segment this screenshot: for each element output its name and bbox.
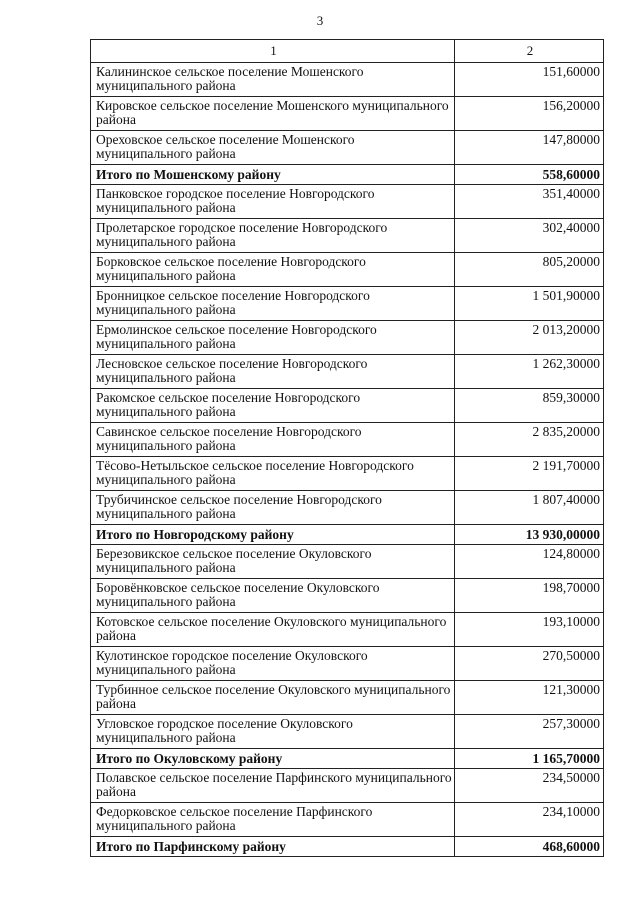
settlement-name: Панковское городское поселение Новгородского муниципального района <box>91 185 455 219</box>
settlement-name: Калининское сельское поселение Мошенского муниципального района <box>91 63 455 97</box>
table-row <box>91 803 604 837</box>
total-label: Итого по Окуловскому району <box>91 749 455 769</box>
allocation-value: 805,20000 <box>455 253 604 287</box>
table-header-row <box>91 40 604 63</box>
allocation-value: 351,40000 <box>455 185 604 219</box>
allocation-value: 2 835,20000 <box>455 423 604 457</box>
settlement-name: Кулотинское городское поселение Окуловского муниципального района <box>91 647 455 681</box>
settlement-name: Ракомское сельское поселение Новгородского муниципального района <box>91 389 455 423</box>
settlement-name: Полавское сельское поселение Парфинского муниципального района <box>91 769 455 803</box>
settlement-name: Березовикское сельское поселение Окуловского муниципального района <box>91 545 455 579</box>
allocation-value: 198,70000 <box>455 579 604 613</box>
page-number: 3 <box>316 13 324 28</box>
settlement-name: Тёсово-Нетыльское сельское поселение Новгородского муниципального района <box>91 457 455 491</box>
settlement-name: Турбинное сельское поселение Окуловского муниципального района <box>91 681 455 715</box>
table-row <box>91 355 604 389</box>
table-row <box>91 579 604 613</box>
allocation-value: 234,10000 <box>455 803 604 837</box>
table-row <box>91 681 604 715</box>
table-row <box>91 457 604 491</box>
table-row <box>91 769 604 803</box>
allocation-value: 147,80000 <box>455 131 604 165</box>
total-value: 13 930,00000 <box>455 525 604 545</box>
total-value: 558,60000 <box>455 165 604 185</box>
table-row <box>91 423 604 457</box>
total-row <box>91 749 604 769</box>
allocation-value: 2 191,70000 <box>455 457 604 491</box>
total-row <box>91 525 604 545</box>
allocation-value: 2 013,20000 <box>455 321 604 355</box>
allocation-value: 257,30000 <box>455 715 604 749</box>
table-row <box>91 491 604 525</box>
allocation-value: 859,30000 <box>455 389 604 423</box>
table-row <box>91 287 604 321</box>
settlement-name: Кировское сельское поселение Мошенского муниципального района <box>91 97 455 131</box>
settlement-name: Борковское сельское поселение Новгородского муниципального района <box>91 253 455 287</box>
settlement-name: Ермолинское сельское поселение Новгородского муниципального района <box>91 321 455 355</box>
column-header-1: 1 <box>91 40 455 63</box>
table-row <box>91 715 604 749</box>
table-row <box>91 647 604 681</box>
total-row <box>91 837 604 857</box>
table-row <box>91 97 604 131</box>
settlement-name: Котовское сельское поселение Окуловского муниципального района <box>91 613 455 647</box>
allocation-value: 1 807,40000 <box>455 491 604 525</box>
settlement-name: Угловское городское поселение Окуловского муниципального района <box>91 715 455 749</box>
allocation-value: 1 501,90000 <box>455 287 604 321</box>
allocation-value: 156,20000 <box>455 97 604 131</box>
settlement-name: Бронницкое сельское поселение Новгородского муниципального района <box>91 287 455 321</box>
total-row <box>91 165 604 185</box>
total-label: Итого по Парфинскому району <box>91 837 455 857</box>
allocation-value: 124,80000 <box>455 545 604 579</box>
settlement-name: Пролетарское городское поселение Новгородского муниципального района <box>91 219 455 253</box>
total-label: Итого по Мошенскому району <box>91 165 455 185</box>
settlement-name: Лесновское сельское поселение Новгородского муниципального района <box>91 355 455 389</box>
allocation-value: 270,50000 <box>455 647 604 681</box>
table-row <box>91 253 604 287</box>
column-header-2: 2 <box>455 40 604 63</box>
table-row <box>91 545 604 579</box>
allocation-value: 302,40000 <box>455 219 604 253</box>
total-label: Итого по Новгородскому району <box>91 525 455 545</box>
total-value: 468,60000 <box>455 837 604 857</box>
settlement-name: Боровёнковское сельское поселение Окуловского муниципального района <box>91 579 455 613</box>
table-row <box>91 613 604 647</box>
budget-table <box>90 39 604 857</box>
table-row <box>91 185 604 219</box>
table-row <box>91 131 604 165</box>
settlement-name: Трубичинское сельское поселение Новгородского муниципального района <box>91 491 455 525</box>
settlement-name: Савинское сельское поселение Новгородского муниципального района <box>91 423 455 457</box>
allocation-value: 234,50000 <box>455 769 604 803</box>
table-row <box>91 219 604 253</box>
total-value: 1 165,70000 <box>455 749 604 769</box>
table-row <box>91 389 604 423</box>
allocation-value: 151,60000 <box>455 63 604 97</box>
table-row <box>91 63 604 97</box>
allocation-value: 121,30000 <box>455 681 604 715</box>
allocation-value: 1 262,30000 <box>455 355 604 389</box>
table-body <box>91 40 604 857</box>
allocation-value: 193,10000 <box>455 613 604 647</box>
table-row <box>91 321 604 355</box>
settlement-name: Ореховское сельское поселение Мошенского муниципального района <box>91 131 455 165</box>
settlement-name: Федорковское сельское поселение Парфинского муниципального района <box>91 803 455 837</box>
